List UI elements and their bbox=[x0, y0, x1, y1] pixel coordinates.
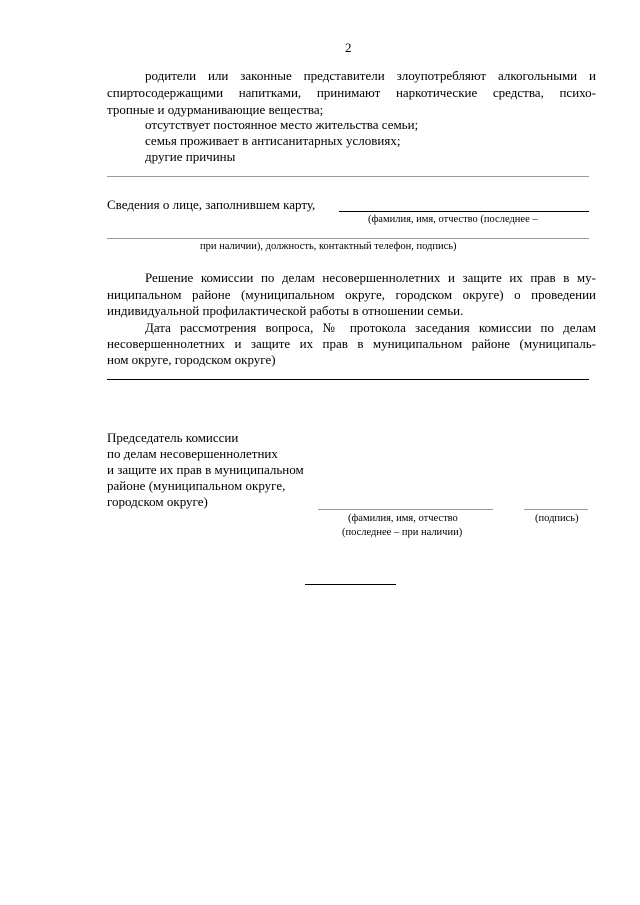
filled-by-hint-1: (фамилия, имя, отчество (последнее – bbox=[368, 214, 538, 225]
divider-line bbox=[107, 176, 589, 177]
chairman-name-line[interactable] bbox=[318, 509, 493, 510]
reason-no-residence: отсутствует постоянное место жительства семьи; bbox=[145, 117, 419, 132]
chairman-name-hint-1: (фамилия, имя, отчество bbox=[348, 513, 458, 524]
chairman-line-2: по делам несовершеннолетних bbox=[107, 446, 278, 461]
chairman-line-5: городском округе) bbox=[107, 494, 208, 509]
chairman-signature-hint: (подпись) bbox=[535, 513, 579, 524]
chairman-line-1: Председатель комиссии bbox=[107, 430, 239, 445]
filled-by-field-line-2[interactable] bbox=[107, 238, 589, 239]
reason-alcohol-line-1: родители или законные представители злоупотребляют алкогольными и bbox=[145, 68, 596, 83]
decision-line-1: Решение комиссии по делам несовершеннолетних и защите их прав в му- bbox=[145, 270, 596, 285]
end-of-page-line bbox=[305, 584, 396, 585]
filled-by-label: Сведения о лице, заполнившем карту, bbox=[107, 197, 316, 212]
review-line-2: несовершеннолетних и защите их прав в муниципальном районе (муниципаль- bbox=[107, 336, 596, 351]
review-line-3: ном округе, городском округе) bbox=[107, 352, 276, 367]
filled-by-field-line[interactable] bbox=[339, 211, 589, 212]
page-number: 2 bbox=[345, 40, 352, 55]
decision-line-3: индивидуальной профилактической работы в отношении семьи. bbox=[107, 303, 464, 318]
filled-by-hint-2: при наличии), должность, контактный телефон, подпись) bbox=[200, 241, 457, 252]
reason-alcohol-line-3: тропные и одурманивающие вещества; bbox=[107, 102, 324, 117]
reason-other: другие причины bbox=[145, 149, 236, 164]
review-field-line[interactable] bbox=[107, 379, 589, 380]
reason-unsanitary: семья проживает в антисанитарных условиях; bbox=[145, 133, 401, 148]
review-line-1: Дата рассмотрения вопроса, № протокола заседания комиссии по делам bbox=[145, 320, 596, 335]
chairman-name-hint-2: (последнее – при наличии) bbox=[342, 527, 463, 538]
reason-alcohol-line-2: спиртосодержащими напитками, принимают наркотические средства, психо- bbox=[107, 85, 596, 100]
chairman-line-4: районе (муниципальном округе, bbox=[107, 478, 286, 493]
chairman-line-3: и защите их прав в муниципальном bbox=[107, 462, 304, 477]
chairman-signature-line[interactable] bbox=[524, 509, 588, 510]
decision-line-2: ниципальном районе (муниципальном округе, городском округе) о проведении bbox=[107, 287, 596, 302]
